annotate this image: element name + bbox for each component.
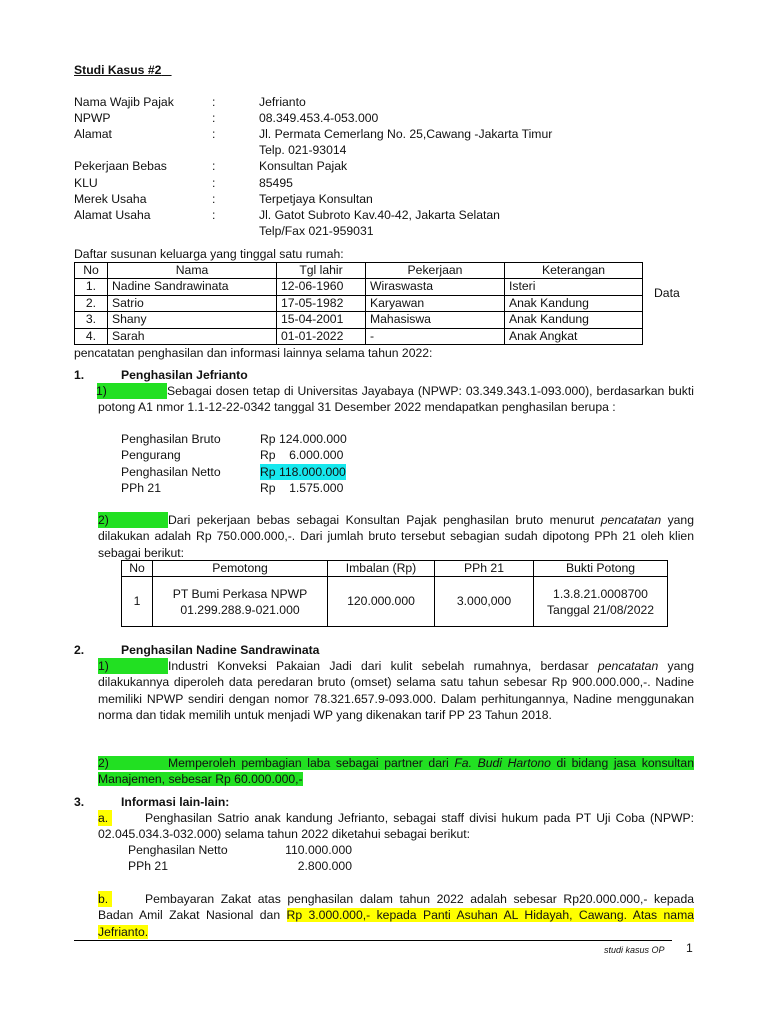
table-cell: Mahasiswa bbox=[366, 312, 505, 329]
s1-p1-text: Sebagai dosen tetap di Universitas Jayabaya (NPWP: 03.349.343.1-093.000), berdasarkan bukti potong A1 nmor 1.1-12-22-0342 tanggal 31 Desember 2022 mendapatkan penghasilan berupa : bbox=[98, 384, 694, 415]
identity-value: Jefrianto bbox=[259, 95, 306, 109]
satrio-income-value: 2.800.000 bbox=[297, 859, 352, 874]
s2-paragraph-1: 1) Industri Konveksi Pakaian Jadi dari kulit sebelah rumahnya, berdasar pencatatan yang dilakukannya diperoleh data peredaran bruto (omset) selama satu tahun sebesar Rp 900.000.000,-. Nadine memiliki NPWP sendiri dengan nomor 78.321.657.9-093.000. Dalam perhitungannya, Nadine menggunakan norma dan tidak memilih untuk menjadi WP yang dikenakan tarif PP 23 Tahun 2018. bbox=[98, 659, 694, 722]
table-cell: 15-04-2001 bbox=[277, 312, 366, 329]
identity-colon: : bbox=[212, 95, 216, 109]
identity-colon: : bbox=[212, 159, 216, 174]
col-keterangan: Keterangan bbox=[505, 263, 643, 279]
footer-label: studi kasus OP bbox=[604, 945, 665, 955]
section-3-heading: Informasi lain-lain: bbox=[121, 795, 230, 809]
table-cell: 12-06-1960 bbox=[277, 279, 366, 296]
family-caption: Daftar susunan keluarga yang tinggal satu rumah: bbox=[74, 247, 344, 261]
table-cell: Isteri bbox=[505, 279, 643, 296]
identity-label: Alamat bbox=[74, 127, 112, 142]
s3-a-marker: a. bbox=[98, 810, 112, 826]
identity-colon: : bbox=[212, 111, 216, 126]
table-cell: Anak Kandung bbox=[505, 295, 643, 312]
income-value: Rp 6.000.000 bbox=[260, 448, 344, 463]
table-row bbox=[75, 312, 643, 329]
income-label: PPh 21 bbox=[121, 480, 161, 495]
table-cell: 17-05-1982 bbox=[277, 295, 366, 312]
table-cell: Anak Angkat bbox=[505, 328, 643, 345]
table-cell: 3. bbox=[75, 312, 108, 329]
s3-b-marker: b. bbox=[98, 891, 112, 907]
s2-p1-marker: 1) bbox=[98, 658, 168, 674]
income-label: Penghasilan Netto bbox=[121, 464, 221, 479]
identity-label: KLU bbox=[74, 175, 98, 190]
table-cell: Karyawan bbox=[366, 295, 505, 312]
identity-label: Merek Usaha bbox=[74, 191, 147, 206]
col-bukti-potong: Bukti Potong bbox=[534, 561, 668, 577]
table-row bbox=[75, 279, 643, 296]
s3-item-b: b. Pembayaran Zakat atas penghasilan dalam tahun 2022 adalah sebesar Rp20.000.000,- kepada Badan Amil Zakat Nasional dan Rp 3.000.000,- kepada Panti Asuhan AL Hidayah, Cawang. Atas nama Jefrianto. bbox=[98, 892, 695, 939]
table-cell: 2. bbox=[75, 295, 108, 312]
section-2-heading: Penghasilan Nadine Sandrawinata bbox=[121, 643, 320, 657]
col-no: No bbox=[122, 561, 153, 577]
s1-p2-marker: 2) bbox=[98, 512, 168, 528]
identity-value: Konsultan Pajak bbox=[259, 159, 348, 174]
table-cell: Wiraswasta bbox=[366, 279, 505, 296]
table-cell: Nadine Sandrawinata bbox=[108, 279, 277, 296]
data-side-word: Data bbox=[654, 286, 680, 300]
table-cell: 01-01-2022 bbox=[277, 328, 366, 345]
s1-p1-marker: 1) bbox=[97, 383, 167, 399]
s2-paragraph-2: 2) Memperoleh pembagian laba sebagai partner dari Fa. Budi Hartono di bidang jasa konsultan Manajemen, sebesar Rp 60.000.000,- bbox=[98, 756, 694, 787]
table-cell: 4. bbox=[75, 328, 108, 345]
col-tgl-lahir: Tgl lahir bbox=[277, 263, 366, 279]
identity-colon: : bbox=[212, 175, 216, 190]
satrio-income-label: Penghasilan Netto bbox=[128, 843, 228, 857]
income-label: Pengurang bbox=[121, 448, 181, 463]
table-cell: - bbox=[366, 328, 505, 345]
withholding-table bbox=[121, 560, 668, 627]
table-row bbox=[75, 295, 643, 312]
page-title: Studi Kasus #2 bbox=[74, 63, 162, 77]
footer-rule bbox=[74, 940, 672, 941]
table-cell: 1.3.8.21.0008700 Tanggal 21/08/2022 bbox=[534, 577, 668, 627]
identity-colon: : bbox=[212, 127, 216, 142]
col-pekerjaan: Pekerjaan bbox=[366, 263, 505, 279]
table-cell: 120.000.000 bbox=[328, 577, 435, 627]
table-cell: 1 bbox=[122, 577, 153, 627]
s2-p2-marker: 2) bbox=[98, 756, 109, 770]
income-value: Rp 124.000.000 bbox=[260, 432, 347, 446]
income-value: Rp 118.000.000 bbox=[260, 464, 346, 479]
identity-label: Alamat Usaha bbox=[74, 207, 151, 222]
table-cell: 1. bbox=[75, 279, 108, 296]
col-no: No bbox=[75, 263, 108, 279]
identity-value: Telp/Fax 021-959031 bbox=[259, 223, 374, 238]
table-row bbox=[75, 328, 643, 345]
page-number: 1 bbox=[686, 941, 693, 955]
family-table bbox=[74, 262, 643, 345]
identity-label: Nama Wajib Pajak bbox=[74, 95, 174, 109]
identity-value: Jl. Gatot Subroto Kav.40-42, Jakarta Selatan bbox=[259, 207, 500, 222]
identity-colon: : bbox=[212, 191, 216, 206]
col-pph21: PPh 21 bbox=[435, 561, 534, 577]
identity-value: Telp. 021-93014 bbox=[259, 143, 347, 158]
section-1-heading: Penghasilan Jefrianto bbox=[121, 368, 248, 382]
identity-label: Pekerjaan Bebas bbox=[74, 159, 167, 174]
s1-paragraph-1 bbox=[98, 383, 694, 416]
income-label: Penghasilan Bruto bbox=[121, 432, 221, 446]
table-cell: Sarah bbox=[108, 328, 277, 345]
col-imbalan: Imbalan (Rp) bbox=[328, 561, 435, 577]
income-value: Rp 1.575.000 bbox=[260, 480, 344, 495]
family-after-text: pencatatan penghasilan dan informasi lainnya selama tahun 2022: bbox=[74, 346, 433, 360]
identity-value: 08.349.453.4-053.000 bbox=[259, 111, 379, 126]
s3-item-a: a. Penghasilan Satrio anak kandung Jefrianto, sebagai staff divisi hukum pada PT Uji Coba (NPWP: 02.045.034.3-032.000) selama tahun 2022 diketahui sebagai berikut: bbox=[98, 811, 694, 842]
section-1-number: 1. bbox=[74, 368, 85, 382]
identity-colon: : bbox=[212, 207, 216, 222]
table-cell: Satrio bbox=[108, 295, 277, 312]
satrio-income-value: 110.000.000 bbox=[285, 843, 352, 857]
section-3-number: 3. bbox=[74, 795, 85, 809]
col-pemotong: Pemotong bbox=[153, 561, 328, 577]
s1-paragraph-2: 2) Dari pekerjaan bebas sebagai Konsultan Pajak penghasilan bruto menurut pencatatan yang dilakukan adalah Rp 750.000.000,-. Dari jumlah bruto tersebut sebagian sudah dipotong PPh 21 oleh klien sebagai berikut: bbox=[98, 513, 694, 560]
col-nama: Nama bbox=[108, 263, 277, 279]
identity-value: Jl. Permata Cemerlang No. 25,Cawang -Jakarta Timur bbox=[259, 127, 553, 142]
satrio-income-label: PPh 21 bbox=[128, 859, 168, 874]
table-cell: 3.000,000 bbox=[435, 577, 534, 627]
identity-value: 85495 bbox=[259, 175, 293, 190]
table-cell: Shany bbox=[108, 312, 277, 329]
identity-value: Terpetjaya Konsultan bbox=[259, 191, 373, 206]
section-2-number: 2. bbox=[74, 643, 85, 657]
table-cell: Anak Kandung bbox=[505, 312, 643, 329]
table-cell: PT Bumi Perkasa NPWP 01.299.288.9-021.000 bbox=[153, 577, 328, 627]
identity-label: NPWP bbox=[74, 111, 111, 126]
